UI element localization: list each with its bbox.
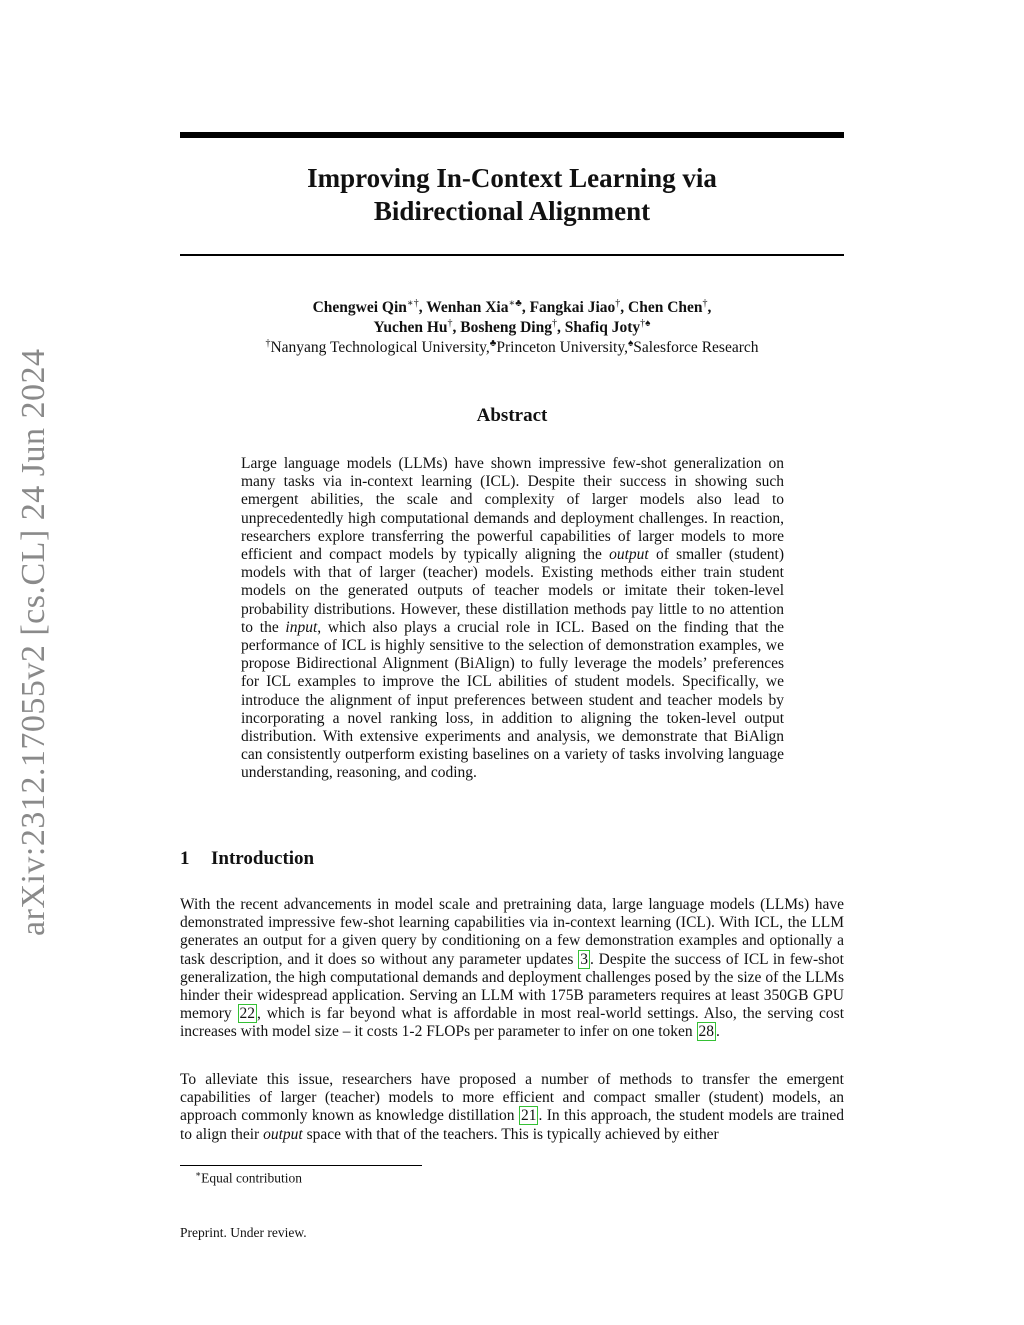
footnote-text: Equal contribution [201, 1170, 302, 1186]
title-line-1: Improving In-Context Learning via [307, 163, 717, 193]
intro-paragraph-1: With the recent advancements in model scale and pretraining data, large language models (LLMs) have demonstrated impressive few-shot learning capabilities via in-context learning (ICL). With ICL, the LLM generates an output for a given query by conditioning on a few demonstration examples and optionally a task description, and it does so without any parameter updates 3 . Despite the success of ICL in few-shot generalization, the high computational demands and deployment challenges posed by the size of the LLMs hinder their widespread application. Serving an LLM with 175B parameters requires at least 350GB GPU memory 22 , which is far beyond what is affordable in most real-world settings. Also, the serving cost increases with model size – it costs 1-2 FLOPs per parameter to infer on one token 28 . [180, 896, 844, 1041]
affiliation: Princeton University, [496, 339, 628, 356]
paper-title [180, 162, 844, 228]
author-mark: †♠ [640, 317, 651, 329]
author-mark: † [702, 297, 708, 309]
abstract-text: Large language models (LLMs) have shown impressive few-shot generalization on many tasks via in-context learning (ICL). Despite their success in showing such emergent abilities, the scale and complexity of larger models also lead to unprecedentedly high computational demands and deployment challenges. In reaction, researchers explore transferring the powerful capabilities of larger models to more efficient and compact models by typically aligning the output of smaller (student) models with that of larger (teacher) models. Existing methods either train student models on the generated outputs of teacher models or imitate their token-level probability distributions. However, these distillation methods pay little to no attention to the input, which also plays a crucial role in ICL. Based on the finding that the performance of ICL is highly sensitive to the selection of demonstration examples, we propose Bidirectional Alignment (BiAlign) to fully leverage the models’ preferences for ICL examples to improve the ICL abilities of student models. Specifically, we introduce the alignment of input preferences between student and teacher models by incorporating a novel ranking loss, in addition to aligning the token-level output distribution. With extensive experiments and analysis, we demonstrate that BiAlign can consistently outperform existing baselines on a variety of tasks involving language understanding, reasoning, and coding. [241, 455, 784, 782]
preprint-note: Preprint. Under review. [180, 1225, 307, 1240]
citation-link[interactable]: 22 [239, 1005, 256, 1023]
section-number: 1 [180, 848, 190, 869]
author-name: Fangkai Jiao [529, 299, 616, 316]
author-name: Yuchen Hu [373, 319, 448, 336]
author-mark: † [552, 317, 557, 329]
author-name: Shafiq Joty [564, 319, 641, 336]
arxiv-side-stamp: arXiv:2312.17055v2 [cs.CL] 24 Jun 2024 [15, 348, 52, 936]
citation-link[interactable]: 28 [698, 1023, 715, 1041]
title-top-rule [180, 132, 844, 138]
affiliation: Salesforce Research [633, 339, 759, 356]
author-line-1: Chengwei Qin∗†, Wenhan Xia∗♣, Fangkai Jiao†, Chen Chen†, [312, 297, 712, 316]
title-bottom-rule [180, 254, 844, 256]
author-mark: † [615, 297, 621, 309]
footnote-rule [180, 1165, 422, 1166]
author-mark: † [447, 317, 453, 329]
citation-link[interactable]: 21 [520, 1107, 537, 1125]
title-line-2: Bidirectional Alignment [373, 196, 651, 226]
affiliation-line: †Nanyang Technological University,♣Princeton University,♠Salesforce Research [265, 337, 759, 356]
author-mark: ∗♣ [508, 297, 522, 309]
section-heading-introduction [180, 848, 314, 870]
footnote-mark: ∗ [195, 1169, 202, 1179]
author-name: Chen Chen [628, 299, 703, 316]
intro-paragraph-2: To alleviate this issue, researchers have proposed a number of methods to transfer the emergent capabilities of larger (teacher) models to more efficient and compact smaller (student) models, an approach commonly known as knowledge distillation 21 . In this approach, the student models are trained to align their output space with that of the teachers. This is typically achieved by either [180, 1071, 844, 1143]
abstract-heading: Abstract [476, 405, 548, 426]
author-name: Chengwei Qin [312, 299, 407, 316]
author-line-2: Yuchen Hu†, Bosheng Ding†, Shafiq Joty†♠ [373, 317, 651, 336]
affiliation: Nanyang Technological University, [270, 339, 490, 356]
author-name: Bosheng Ding [460, 319, 552, 336]
footnote [195, 1169, 302, 1187]
author-name: Wenhan Xia [426, 299, 509, 316]
citation-link[interactable]: 3 [580, 950, 588, 968]
author-block [180, 298, 844, 358]
author-mark: ∗† [406, 297, 419, 309]
section-title: Introduction [211, 848, 315, 869]
